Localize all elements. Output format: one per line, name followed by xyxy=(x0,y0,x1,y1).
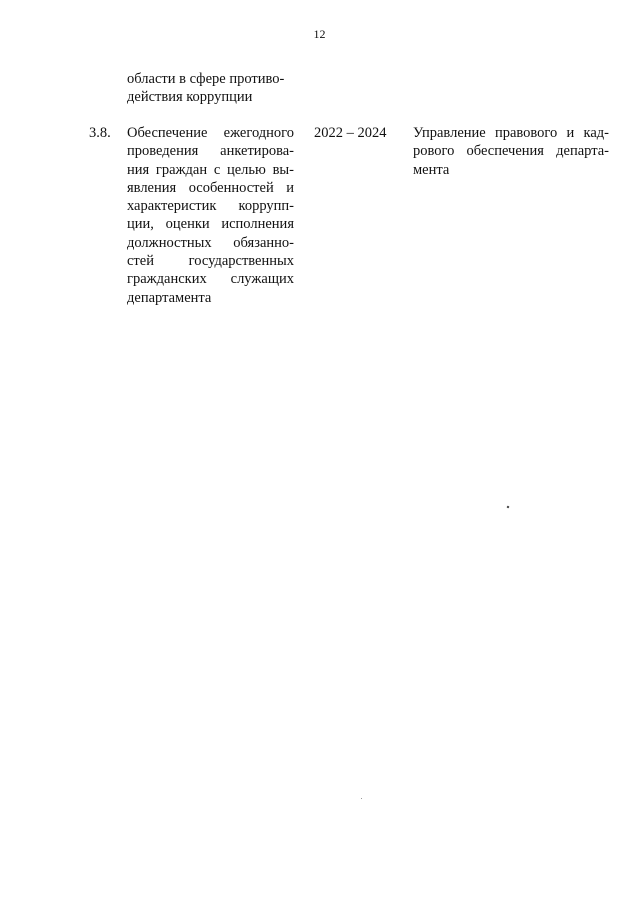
continued-text-line: области в сфере противо- xyxy=(127,71,285,87)
description-line: проведения анкетирова- xyxy=(127,143,294,160)
item-description xyxy=(127,124,294,307)
continued-text-line: действия коррупции xyxy=(127,89,253,105)
description-line: характеристик коррупп- xyxy=(127,198,294,215)
item-period: 2022 – 2024 xyxy=(314,125,387,141)
description-line: гражданских служащих xyxy=(127,271,294,288)
executor-line: Управление правового и кад- xyxy=(413,125,609,141)
description-line: стей государственных xyxy=(127,253,294,270)
page-number: 12 xyxy=(313,27,326,41)
description-line: Обеспечение ежегодного xyxy=(127,125,294,141)
item-executor xyxy=(413,124,609,179)
continued-text xyxy=(127,70,297,106)
description-line: ния граждан с целью вы- xyxy=(127,161,294,178)
item-number: 3.8. xyxy=(89,125,111,141)
executor-line: мента xyxy=(413,161,450,178)
description-line: ции, оценки исполнения xyxy=(127,216,294,233)
description-line: департамента xyxy=(127,289,212,306)
executor-line: рового обеспечения департа- xyxy=(413,143,609,160)
scan-speck xyxy=(361,798,362,799)
description-line: явления особенностей и xyxy=(127,179,294,196)
scan-speck xyxy=(507,506,510,509)
description-line: должностных обязанно- xyxy=(127,234,294,251)
